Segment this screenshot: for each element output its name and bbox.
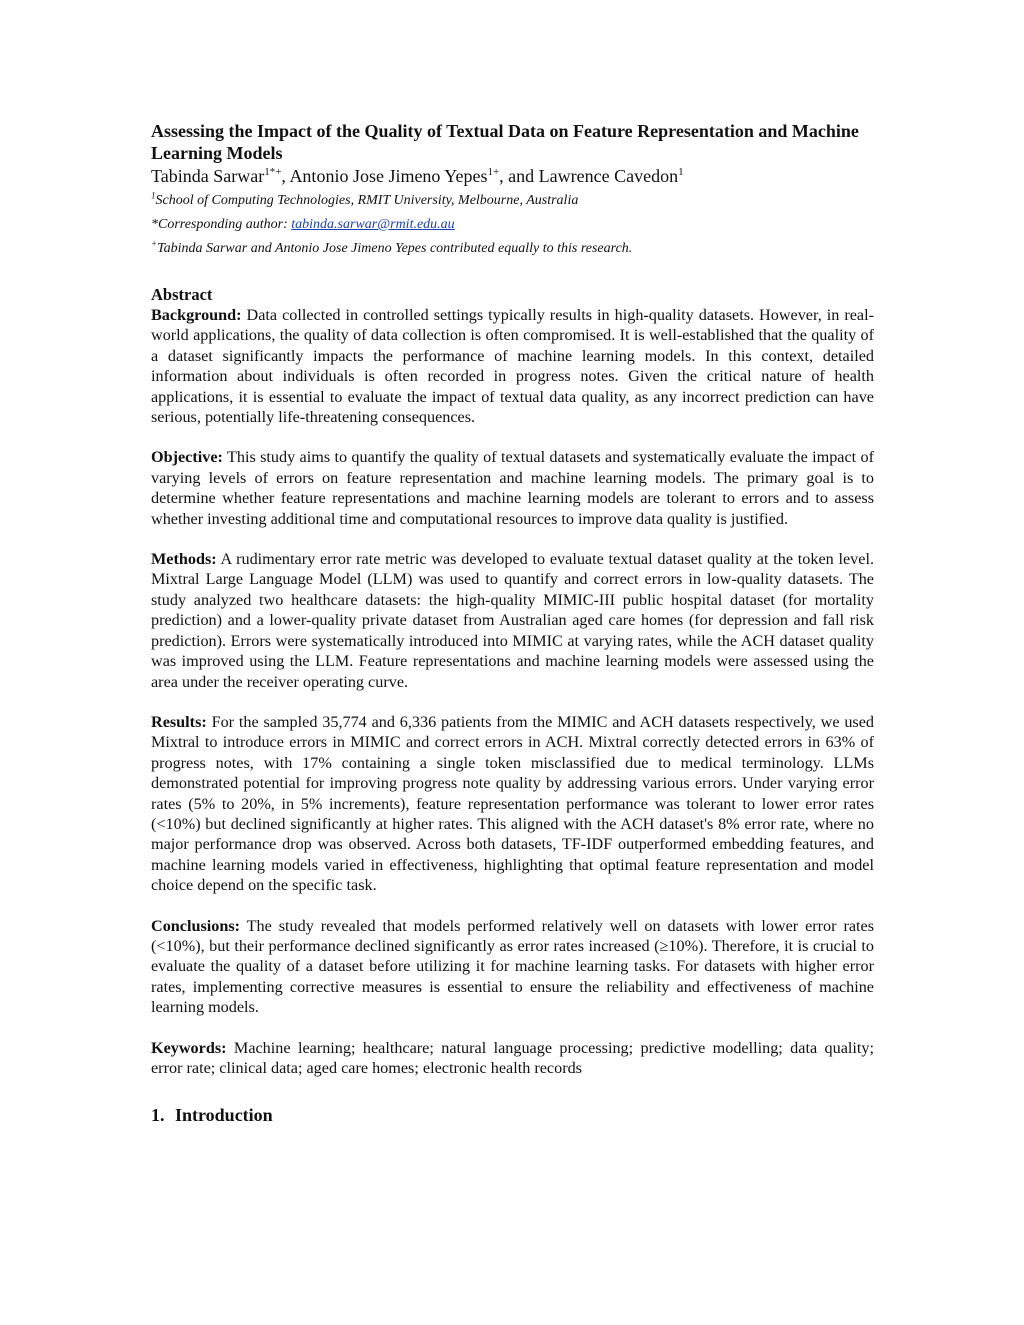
paper-page (151, 120, 874, 1126)
equal-contribution-sup: + (151, 238, 158, 249)
abstract-methods (151, 549, 874, 692)
section-text: This study aims to quantify the quality of textual datasets and systematically evaluate the impact of varying levels of errors on feature representation and machine learning models. The primary goal is to determine whether feature representations and machine learning models are tolerant to errors and to assess whether investing additional time and computational resources to improve data quality is justified. (151, 448, 874, 528)
author-sup: 1+ (487, 166, 500, 178)
section-text: Machine learning; healthcare; natural language processing; predictive modelling; data quality; error rate; clinical data; aged care homes; electronic health records (151, 1038, 874, 1077)
abstract-results (151, 712, 874, 896)
corresponding-email-link[interactable]: tabinda.sarwar@rmit.edu.au (291, 217, 455, 232)
author-sup: 1 (678, 166, 684, 178)
paper-title: Assessing the Impact of the Quality of Textual Data on Feature Representation and Machine Learning Models (151, 121, 859, 163)
affiliation-text: School of Computing Technologies, RMIT University, Melbourne, Australia (155, 193, 579, 208)
section-text: For the sampled 35,774 and 6,336 patients from the MIMIC and ACH datasets respectively, we used Mixtral to introduce errors in MIMIC and correct errors in ACH. Mixtral correctly detected errors in 63% of progress notes, with 17% containing a single token misclassified due to medical terminology. LLMs demonstrated potential for improving progress note quality by addressing various errors. Under varying error rates (5% to 20%, in 5% increments), feature representation performance was tolerant to lower error rates (<10%) but declined significantly at higher rates. This aligned with the ACH dataset's 8% error rate, where no major performance drop was observed. Across both datasets, TF-IDF outperformed embedding features, and machine learning models varied in effectiveness, highlighting that optimal feature representation and model choice depend on the specific task. (151, 712, 874, 895)
section-label: Background: (151, 306, 242, 324)
abstract-heading: Abstract (151, 285, 213, 304)
section-label: Conclusions: (151, 916, 241, 935)
section-text: A rudimentary error rate metric was developed to evaluate textual dataset quality at the token level. Mixtral Large Language Model (LLM) was used to quantify and correct errors in low-quality datasets. The study analyzed two healthcare datasets: the high-quality MIMIC-III public hospital dataset (for mortality prediction) and a lower-quality private dataset from Australian aged care homes (for depression and fall risk prediction). Errors were systematically introduced into MIMIC at varying rates, while the ACH dataset quality was improved using the LLM. Feature representations and machine learning models were assessed using the area under the receiver operating curve. (151, 550, 874, 691)
author-list (151, 164, 874, 188)
author-sup: 1*+ (264, 166, 282, 178)
keywords (151, 1038, 874, 1079)
author-name: Tabinda Sarwar (151, 166, 265, 186)
section-label: Results: (151, 712, 207, 731)
author-name: Antonio Jose Jimeno Yepes (289, 166, 488, 186)
equal-contribution-text: Tabinda Sarwar and Antonio Jose Jimeno Yepes contributed equally to this research. (157, 241, 633, 256)
abstract-objective (151, 447, 874, 529)
section-heading-introduction (151, 1104, 874, 1126)
author-name: Lawrence Cavedon (538, 166, 679, 186)
corresponding-author (151, 214, 874, 236)
section-number: 1. (151, 1105, 165, 1126)
equal-contribution-note (151, 238, 874, 260)
abstract-conclusions (151, 916, 874, 1018)
affiliation (151, 190, 874, 212)
author-separator: , (281, 166, 290, 186)
section-title: Introduction (175, 1105, 273, 1126)
section-label: Methods: (151, 550, 217, 569)
corresponding-label: *Corresponding author: (151, 217, 292, 232)
section-label: Objective: (151, 448, 223, 467)
abstract-background (151, 305, 874, 427)
section-text: The study revealed that models performed relatively well on datasets with lower error rates (<10%), but their performance declined significantly as error rates increased (≥10%). Therefore, it is crucial to evaluate the quality of a dataset before utilizing it for machine learning tasks. For datasets with higher error rates, implementing corrective measures is essential to ensure the reliability and effectiveness of machine learning models. (151, 916, 874, 1017)
section-label: Keywords: (151, 1038, 227, 1057)
affiliation-sup: 1 (151, 190, 156, 201)
section-text: Data collected in controlled settings typically results in high-quality datasets. However, in real-world applications, the quality of data collection is often compromised. It is well-established that the quality of a dataset significantly impacts the performance of machine learning models. In this context, detailed information about individuals is often recorded in progress notes. Given the critical nature of health applications, it is essential to evaluate the impact of textual data quality, as any incorrect prediction can have serious, potentially life-threatening consequences. (151, 306, 874, 427)
author-separator: , and (499, 166, 539, 186)
